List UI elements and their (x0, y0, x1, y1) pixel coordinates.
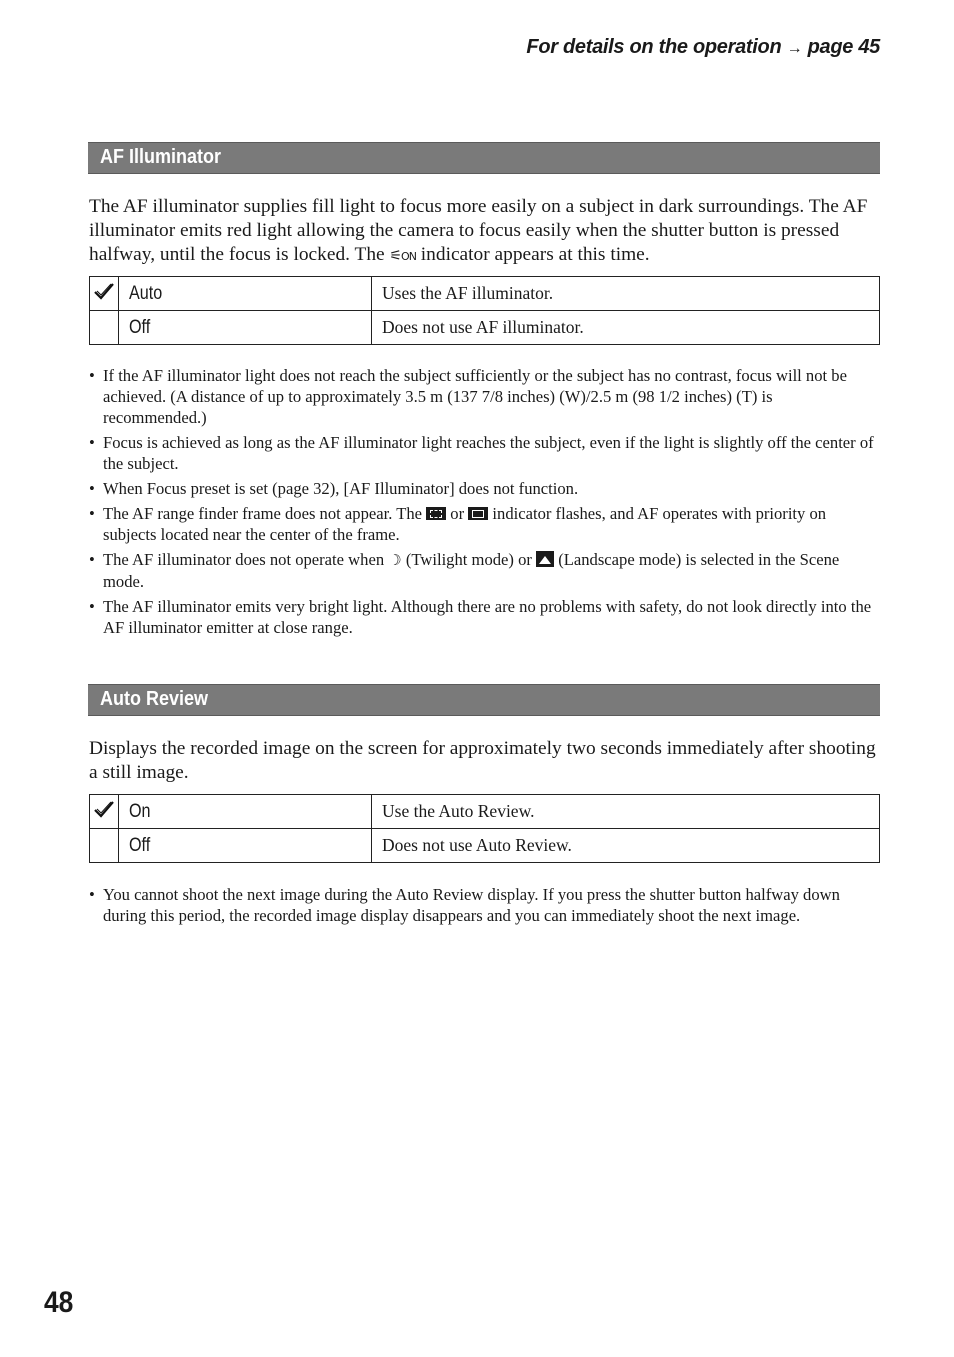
operation-reference (526, 36, 880, 59)
option-label: Auto (119, 277, 372, 311)
reference-text: For details on the operation (526, 36, 782, 58)
table-row (90, 829, 880, 863)
landscape-mode-icon (536, 551, 554, 567)
list-item: • When Focus preset is set (page 32), [AF Illuminator] does not function. (89, 478, 877, 499)
section-header-auto-review (88, 684, 880, 716)
option-label: On (119, 795, 372, 829)
arrow-icon: → (786, 40, 803, 57)
section-title: Auto Review (100, 688, 209, 710)
list-item: • The AF range finder frame does not appear. The or indicator flashes, and AF operates with priority on subjects located near the center of the frame. (89, 503, 877, 545)
default-check-icon (90, 795, 119, 829)
af-notes-list (89, 365, 877, 642)
af-intro-text-end: indicator appears at this time. (415, 244, 650, 265)
review-notes-list (89, 884, 877, 930)
default-check-icon (90, 277, 119, 311)
list-item: • If the AF illuminator light does not reach the subject sufficiently or the subject has no contrast, focus will not be achieved. (A distance of up to approximately 3.5 m (137 7/8 inches) (W)/2.5 m (98 1/2 inches) (T) is recommended.) (89, 365, 877, 428)
table-row (90, 795, 880, 829)
af-intro-paragraph (89, 195, 889, 269)
reference-page-link[interactable]: page 45 (807, 36, 880, 58)
af-options-table (89, 276, 880, 345)
twilight-mode-icon: ☽ (388, 551, 402, 569)
range-finder-frame-icon (426, 507, 446, 520)
af-illuminator-on-icon: ⚟ON (389, 248, 416, 264)
section-title: AF Illuminator (100, 146, 222, 168)
table-row (90, 277, 880, 311)
option-description: Use the Auto Review. (372, 795, 880, 829)
option-description: Uses the AF illuminator. (372, 277, 880, 311)
option-description: Does not use Auto Review. (372, 829, 880, 863)
option-label: Off (119, 829, 372, 863)
option-label: Off (119, 311, 372, 345)
table-row (90, 311, 880, 345)
af-intro-text: The AF illuminator supplies fill light to focus more easily on a subject in dark surroundings. The AF illuminator emits red light allowing the camera to focus easily when the shutter button is pressed halfway, until the focus is locked. The (89, 196, 868, 265)
page-number: 48 (44, 1286, 74, 1319)
option-description: Does not use AF illuminator. (372, 311, 880, 345)
review-options-table (89, 794, 880, 863)
center-af-icon (468, 507, 488, 520)
empty-check-cell (90, 311, 119, 345)
review-intro-paragraph: Displays the recorded image on the screen for approximately two seconds immediately after shooting a still image. (89, 738, 876, 783)
list-item: • You cannot shoot the next image during the Auto Review display. If you press the shutter button halfway down during this period, the recorded image display disappears and you can immediately shoot the next image. (89, 884, 877, 926)
list-item: • The AF illuminator emits very bright light. Although there are no problems with safety, do not look directly into the AF illuminator emitter at close range. (89, 596, 877, 638)
empty-check-cell (90, 829, 119, 863)
list-item: • The AF illuminator does not operate when ☽ (Twilight mode) or (Landscape mode) is selected in the Scene mode. (89, 549, 877, 592)
section-header-af-illuminator (88, 142, 880, 174)
list-item: • Focus is achieved as long as the AF illuminator light reaches the subject, even if the light is slightly off the center of the subject. (89, 432, 877, 474)
